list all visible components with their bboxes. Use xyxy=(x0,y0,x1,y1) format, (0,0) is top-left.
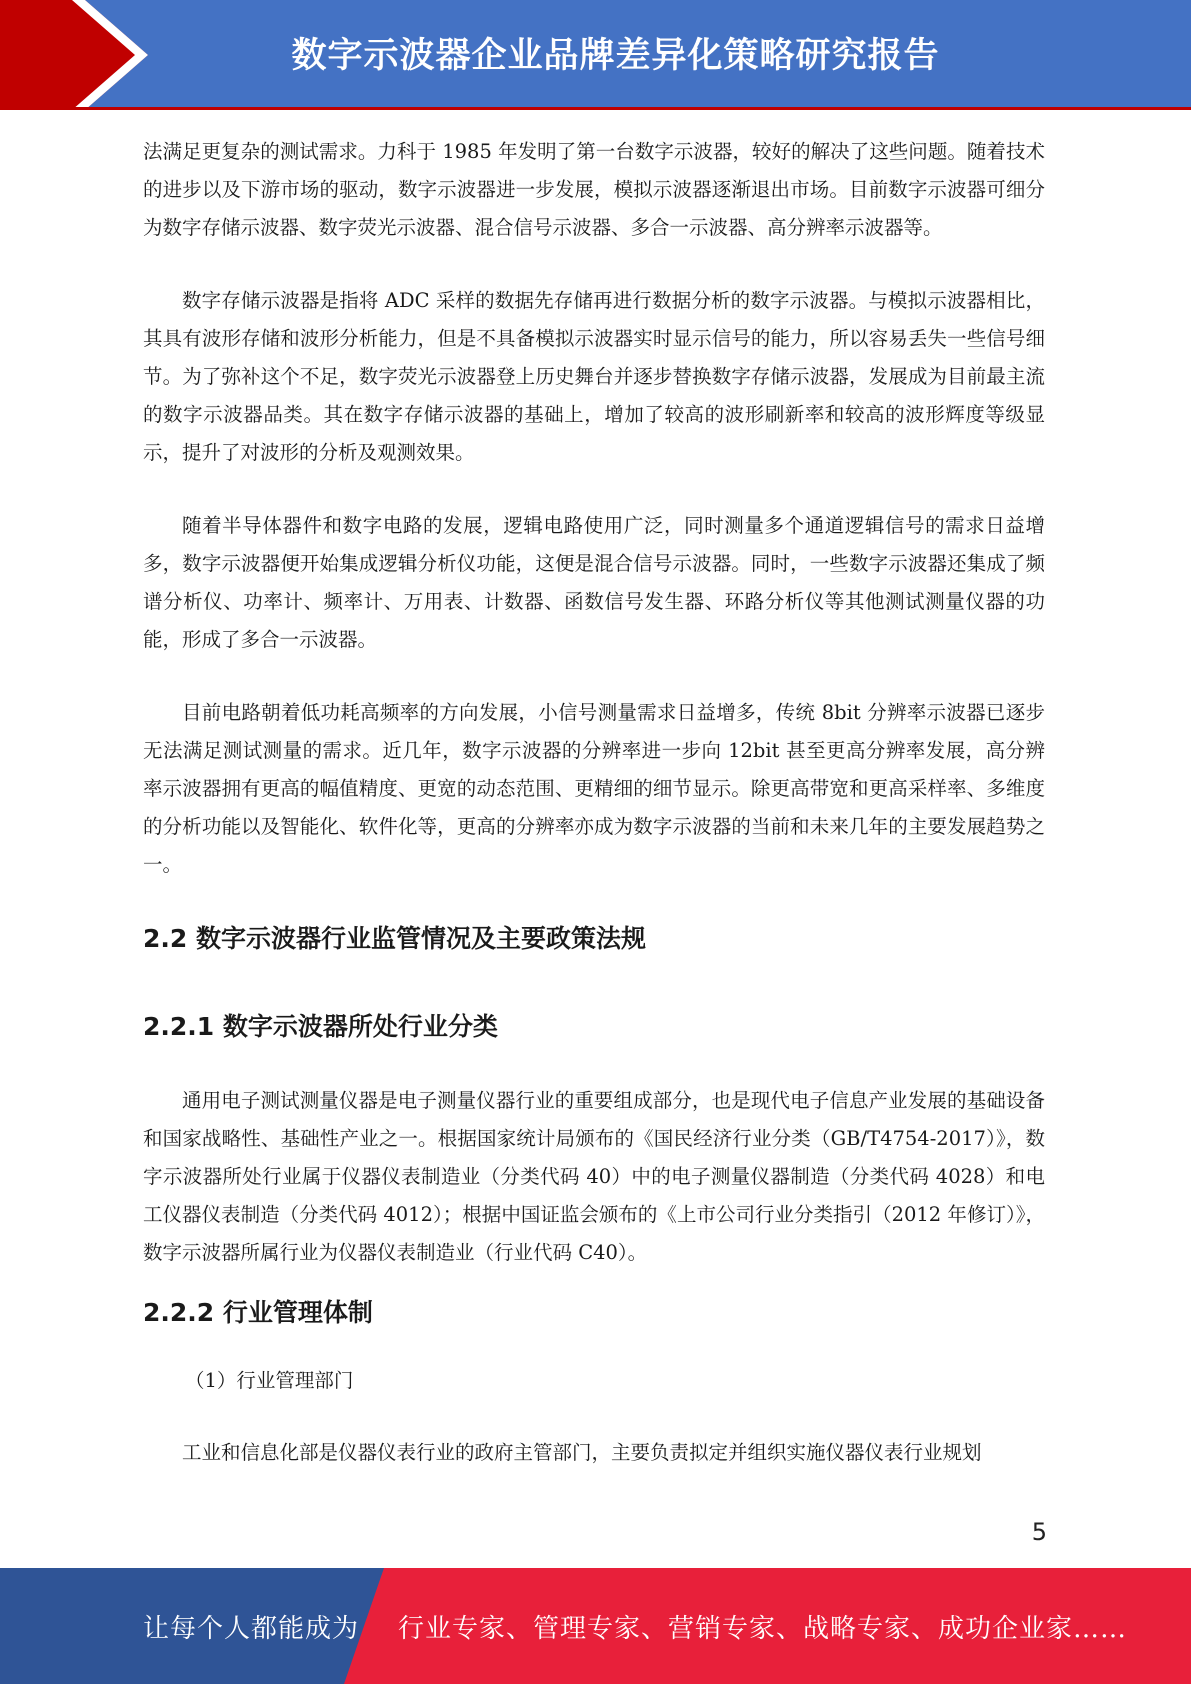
header-rule xyxy=(0,107,1191,110)
paragraph-1: 法满足更复杂的测试需求。力科于 1985 年发明了第一台数字示波器，较好的解决了这些问题。随着技术的进步以及下游市场的驱动，数字示波器进一步发展，模拟示波器逐渐退出市场。目前数字示波器可细分为数字存储示波器、数字荧光示波器、混合信号示波器、多合一示波器、高分辨率示波器等。 xyxy=(143,140,1045,239)
page-header xyxy=(0,0,1191,110)
page-footer xyxy=(0,1568,1191,1684)
paragraph-6: 工业和信息化部是仪器仪表行业的政府主管部门，主要负责拟定并组织实施仪器仪表行业规划 xyxy=(182,1441,982,1464)
section-heading-2-2: 2.2 数字示波器行业监管情况及主要政策法规 xyxy=(143,924,646,953)
section-heading-2-2-1: 2.2.1 数字示波器所处行业分类 xyxy=(143,1012,498,1041)
paragraph-5: 通用电子测试测量仪器是电子测量仪器行业的重要组成部分，也是现代电子信息产业发展的基础设备和国家战略性、基础性产业之一。根据国家统计局颁布的《国民经济行业分类（GB/T4754-2017）》，数字示波器所处行业属于仪器仪表制造业（分类代码 40）中的电子测量仪器制造（分类代码 4028）和电工仪器仪表制造（分类代码 4012）；根据中国证监会颁布的《上市公司行业分类指引（2012 年修订）》，数字示波器所属行业为仪器仪表制造业（行业代码 C40）。 xyxy=(143,1089,1045,1264)
paragraph-4: 目前电路朝着低功耗高频率的方向发展，小信号测量需求日益增多，传统 8bit 分辨率示波器已逐步无法满足测试测量的需求。近几年，数字示波器的分辨率进一步向 12bit 甚至更高分辨率发展，高分辨率示波器拥有更高的幅值精度、更宽的动态范围、更精细的细节显示。除更高带宽和更高采样率、多维度的分析功能以及智能化、软件化等，更高的分辨率亦成为数字示波器的当前和未来几年的主要发展趋势之一。 xyxy=(143,701,1045,876)
section-heading-2-2-2: 2.2.2 行业管理体制 xyxy=(143,1298,373,1327)
paragraph-2: 数字存储示波器是指将 ADC 采样的数据先存储再进行数据分析的数字示波器。与模拟示波器相比，其具有波形存储和波形分析能力，但是不具备模拟示波器实时显示信号的能力，所以容易丢失一些信号细节。为了弥补这个不足，数字荧光示波器登上历史舞台并逐步替换数字存储示波器，发展成为目前最主流的数字示波器品类。其在数字存储示波器的基础上，增加了较高的波形刷新率和较高的波形辉度等级显示，提升了对波形的分析及观测效果。 xyxy=(143,289,1045,464)
red-chevron-icon xyxy=(0,0,160,110)
subheading-industry-authority: （1）行业管理部门 xyxy=(185,1369,354,1392)
footer-slogan-left: 让每个人都能成为 xyxy=(143,1613,360,1644)
report-title: 数字示波器企业品牌差异化策略研究报告 xyxy=(291,36,940,76)
page-number: 5 xyxy=(1031,1518,1047,1546)
document-body xyxy=(143,133,1045,1472)
footer-slogan-right: 行业专家、管理专家、营销专家、战略专家、成功企业家…… xyxy=(398,1613,1128,1644)
paragraph-3: 随着半导体器件和数字电路的发展，逻辑电路使用广泛，同时测量多个通道逻辑信号的需求日益增多，数字示波器便开始集成逻辑分析仪功能，这便是混合信号示波器。同时，一些数字示波器还集成了频谱分析仪、功率计、频率计、万用表、计数器、函数信号发生器、环路分析仪等其他测试测量仪器的功能，形成了多合一示波器。 xyxy=(143,514,1045,651)
